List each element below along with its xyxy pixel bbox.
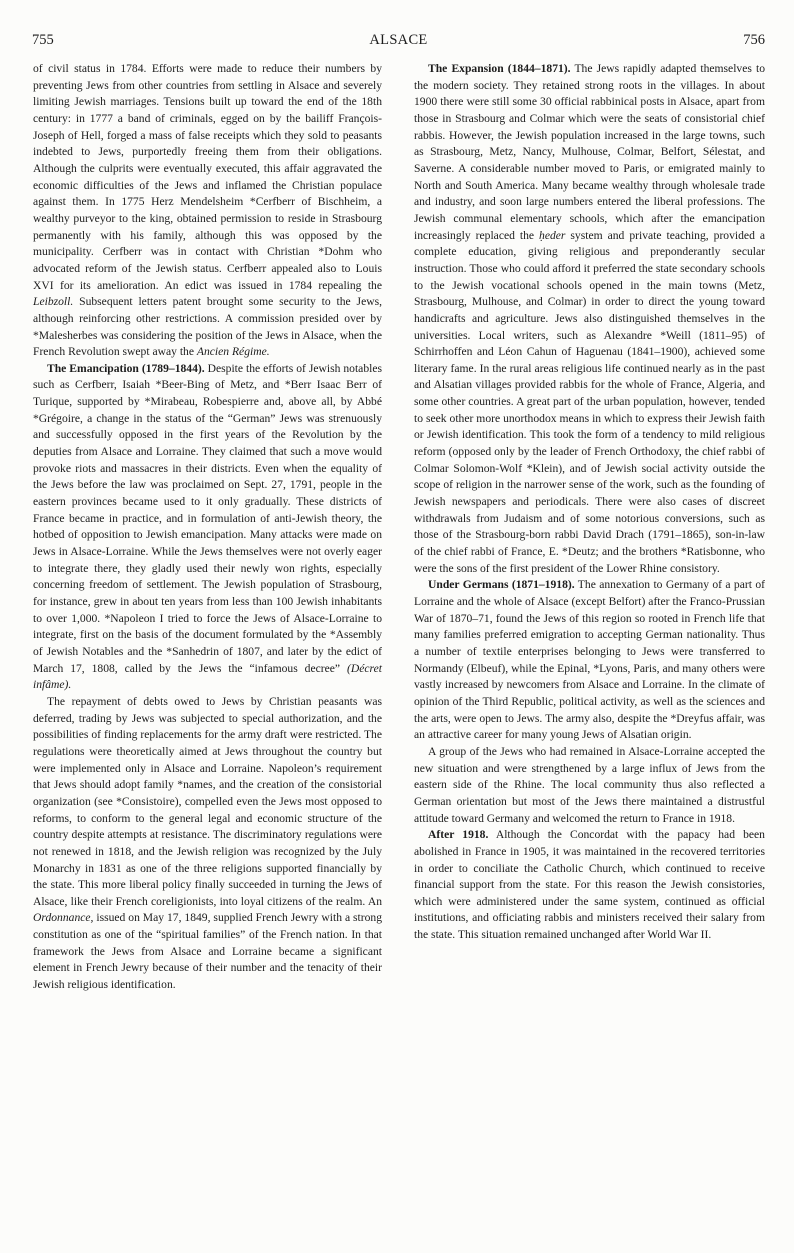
section-heading-after-1918: After 1918.	[428, 828, 489, 842]
term-leibzoll: Leibzoll.	[33, 295, 74, 309]
page-number-left: 755	[32, 32, 54, 48]
page-number-right: 756	[743, 32, 765, 48]
section-heading-emancipation: The Emancipation (1789–1844).	[47, 361, 205, 375]
section-heading-under-germans: Under Germans (1871–1918).	[428, 578, 575, 592]
term-decret-infame: (Décret infâme).	[33, 661, 382, 692]
paragraph-civil-status: of civil status in 1784. Efforts were made to reduce their numbers by preventing Jews from other countries from settling in Alsace and severely limiting Jewish marriages. Tensions built up toward the end of the 18th century: in 1777 a band of criminals, egged on by the bailiff François-Joseph of Hell, forged a mass of false receipts which they sold to peasants indebted to Jews, purportedly freeing them from their obligations. Although the culprits were eventually executed, this affair aggravated the economic difficulties of the Jews and inflamed the Christian populace against them. In 1775 Herz Mendelsheim *Cerfberr of Bischheim, a wealthy purveyor to the king, obtained permission to reside in Strasbourg permanently with his family, although this was opposed by the municipality. Cerfberr was in contact with Christian *Dohm who advocated reform of the Jewish status. Cerfberr appealed also to Louis XVI for its amelioration. An edict was issued in 1784 repealing the Leibzoll. Subsequent letters patent brought some security to the Jews, although reinforcing other restrictions. A commission presided over by *Malesherbes was considering the position of the Jews in Alsace, when the French Revolution swept away the Ancien Régime.	[33, 62, 382, 359]
left-column	[33, 61, 382, 994]
paragraph-emancipation: The Emancipation (1789–1844). Despite the efforts of Jewish notables such as Cerfberr, Isaiah *Beer-Bing of Metz, and *Berr Isaac Berr of Turique, supported by *Mirabeau, Robespierre and, above all, by Abbé *Grégoire, a change in the status of the “German” Jews was strenuously and successfully opposed in the first years of the Revolution by the deputies from Alsace and Lorraine. They claimed that such a move would provoke riots and massacres in their districts. Even when the equality of the Jews before the law was proclaimed on Sept. 27, 1791, people in the eastern provinces became used to it only gradually. These districts of France became in practice, and in formulation of anti-Jewish theory, the hotbed of opposition to Jewish emancipation. Many attacks were made on Jews in Alsace-Lorraine. While the Jews themselves were not overly eager to integrate there, they gladly used their newly won rights, especially concerning freedom of settlement. The Jewish population of Strasbourg, for instance, grew in about ten years from less than 100 Jewish inhabitants to over 1,000. *Napoleon I tried to force the Jews of Alsace-Lorraine to integrate, first on the basis of the document formulated by the *Assembly of Jewish Notables and the *Sanhedrin of 1807, and later by the edict of March 17, 1808, called by the Jews the “infamous decree” (Décret infâme).	[33, 361, 382, 692]
term-ordonnance: Ordonnance,	[33, 911, 94, 925]
right-column	[414, 61, 765, 944]
running-header	[32, 30, 765, 50]
paragraph-repayment: The repayment of debts owed to Jews by Christian peasants was deferred, trading by Jews was subjected to special authorization, and the possibilities of finding replacements for the army draft were restricted. The regulations were theoretically aimed at Jews throughout the country but were implemented only in Alsace and Lorraine. Napoleon’s requirement that Jews should adopt family *names, and the creation of the consistorial organization (see *Consistoire), compelled even the Jews most opposed to reforms, to conform to the general legal and economic structure of the country despite attempts at resistance. The discriminatory regulations were not renewed in 1818, and the Jewish religion was recognized by the July Monarchy in 1831 as one of the three religions supported financially by the state. This more liberal policy finally succeeded in turning the Jews of Alsace, like their French coreligionists, into loyal citizens of the realm. An Ordonnance, issued on May 17, 1849, supplied French Jewry with a strong constitution as one of the “spiritual families” of the French nation. In that framework the Jews from Alsace and Lorraine became a significant element in French Jewry because of their number and the tenacity of their Jewish religious identification.	[33, 694, 382, 992]
paragraph-group-of-jews: A group of the Jews who had remained in Alsace-Lorraine accepted the new situation and were strengthened by a large influx of Jews from the eastern side of the Rhine. The local community thus also reflected a German orientation but most of the Jews there maintained a distrustful attitude toward Germany and welcomed the return to France in 1918.	[414, 744, 765, 825]
term-ancien-regime: Ancien Régime.	[196, 345, 270, 359]
running-title: ALSACE	[369, 32, 428, 48]
term-heder: ḥeder	[539, 228, 566, 242]
paragraph-expansion: The Expansion (1844–1871). The Jews rapidly adapted themselves to the modern society. They retained strong roots in the villages. In about 1900 there were still some 30 official rabbinical posts in Alsace, apart from those in Strasbourg and Colmar which were the seats of consistorial chief rabbis. However, the Jewish population increased in the large towns, such as Strasbourg, Metz, Nancy, Mulhouse, Colmar, Belfort, Sélestat, and Saverne. A considerable number moved to Paris, or emigrated mainly to North and South America. Many became wealthy through wholesale trade and industry, and soon large numbers entered the liberal professions. The Jewish communal elementary schools, which after the emancipation increasingly replaced the ḥeder system and private teaching, provided a complete education, giving religious and preponderantly secular instruction. Those who could afford it preferred the state secondary schools to the Jewish vocational schools opened in the main towns (Metz, Strasbourg, Mulhouse, and Colmar) in order to direct the young toward handicrafts and agriculture. Jews also distinguished themselves in the universities. Local writers, such as Alexandre *Weill (1811–95) of Schirrhoffen and Léon Cahun of Haguenau (1841–1900), achieved some literary fame. In the rural areas religious life continued nearly as in the past and Alsatian villages provided rabbis for the whole of France, Algeria, and some other countries. A great part of the urban population, however, tended to seek other more unorthodox means in which to express their Jewish faith or Jewish identification. This took the form of a tendency to mild religious reform (opposed only by the leader of French Orthodoxy, the chief rabbi of Colmar Solomon-Wolf *Klein), and of Jewish social activity outside the scope of religion in the narrower sense of the work, such as the founding of Jewish newspapers and periodicals. There were also cases of discreet withdrawals from Judaism and of some notorious conversions, such as those of the Strasbourg-born rabbi David Drach (1791–1865), son-in-law of the chief rabbi of France, E. *Deutz; and the brothers *Ratisbonne, who were the sons of the first president of the Lower Rhine consistory.	[414, 62, 765, 575]
paragraph-after-1918: After 1918. Although the Concordat with the papacy had been abolished in France in 1905, it was maintained in the recovered territories in order to conciliate the Catholic Church, which continued to receive financial support from the state. For this reason the Jewish consistories, which were administered under the same system, continued as official institutions, and officiating rabbis and ministers received their salary from the state. This situation remained unchanged after World War II.	[414, 828, 765, 942]
paragraph-under-germans: Under Germans (1871–1918). The annexation to Germany of a part of Lorraine and the whole of Alsace (except Belfort) after the Franco-Prussian War of 1870–71, found the Jews of this region so rooted in French life that many families preferred emigration to accepting German nationality. Thus a number of textile enterprises belonging to Jews were transferred to Normandy (Elbeuf), while the Epinal, *Lyons, Paris, and many others were vastly increased by newcomers from Alsace and Lorraine. In the climate of opinion of the Third Republic, political activity, as well as the sciences and the arts, were open to Jews. The army also, despite the *Dreyfus affair, was an attractive career for many young Jews of Alsatian origin.	[414, 578, 765, 742]
section-heading-expansion: The Expansion (1844–1871).	[428, 62, 571, 75]
